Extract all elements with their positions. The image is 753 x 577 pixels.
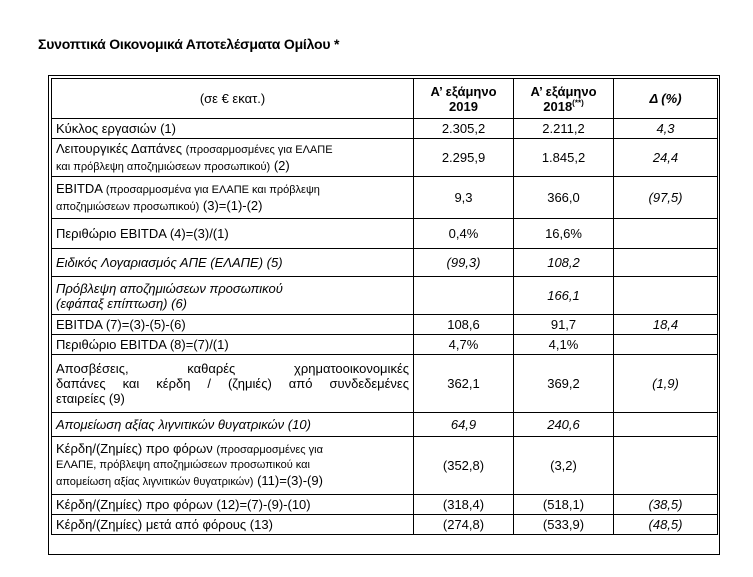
row-label-line3: εταιρείες (9) <box>56 391 125 406</box>
row-label-note: (προσαρμοσμένες για ΕΛΑΠΕ <box>185 143 333 156</box>
header-h1-2018 <box>514 79 614 119</box>
value-2019: 2.295,9 <box>414 139 514 177</box>
value-change <box>614 413 718 437</box>
value-2019: 2.305,2 <box>414 119 514 139</box>
table-row <box>52 335 718 355</box>
value-change <box>614 277 718 315</box>
table-header-row <box>52 79 718 119</box>
value-2019: 108,6 <box>414 315 514 335</box>
row-label-line1: Πρόβλεψη αποζημιώσεων προσωπικού <box>56 280 283 296</box>
value-2018: 1.845,2 <box>514 139 614 177</box>
financial-results-table <box>51 78 718 535</box>
value-2018: 108,2 <box>514 249 614 277</box>
value-2019: (352,8) <box>414 437 514 495</box>
row-label: Κύκλος εργασιών (1) <box>52 119 414 139</box>
row-label <box>52 177 414 219</box>
value-2018: 166,1 <box>514 277 614 315</box>
row-label-note: (προσαρμοσμένα για ΕΛΑΠΕ και πρόβλεψη <box>105 183 320 196</box>
row-label-main: EBITDA <box>56 180 103 196</box>
row-label-line2: δαπάνες και κέρδη / (ζημιές) από συνδεδεμένες <box>56 376 409 391</box>
header-footnote-mark: (**) <box>572 98 584 108</box>
value-2019 <box>414 277 514 315</box>
row-label-note-2: και πρόβλεψη αποζημιώσεων προσωπικού) <box>56 160 271 173</box>
row-label-line3: απομείωση αξίας λιγνιτικών θυγατρικών) <box>56 476 254 488</box>
unit-header: (σε € εκατ.) <box>52 79 414 119</box>
value-change <box>614 219 718 249</box>
row-label-line2: (εφάπαξ επίπτωση) (6) <box>56 295 188 311</box>
header-h1-2019-line1: Α’ εξάμηνο <box>430 83 497 99</box>
row-label-main: Κέρδη/(Ζημίες) προ φόρων <box>56 441 213 456</box>
value-2019: 362,1 <box>414 355 514 413</box>
row-label-note-2: αποζημιώσεων προσωπικού) <box>56 200 200 213</box>
row-label-main: Λειτουργικές Δαπάνες <box>56 140 182 156</box>
table-row <box>52 315 718 335</box>
row-label: Περιθώριο EBITDA (8)=(7)/(1) <box>52 335 414 355</box>
value-2019: 9,3 <box>414 177 514 219</box>
row-label-line2: ΕΛΑΠΕ, πρόβλεψη αποζημιώσεων προσωπικού και <box>56 459 310 471</box>
value-change <box>614 437 718 495</box>
value-2019: (318,4) <box>414 495 514 515</box>
row-label <box>52 277 414 315</box>
header-change-pct: Δ (%) <box>614 79 718 119</box>
value-2018: (3,2) <box>514 437 614 495</box>
value-change: 24,4 <box>614 139 718 177</box>
value-change <box>614 335 718 355</box>
table-row <box>52 413 718 437</box>
value-2019: 64,9 <box>414 413 514 437</box>
row-label <box>52 355 414 413</box>
value-2019: (99,3) <box>414 249 514 277</box>
value-2018: 366,0 <box>514 177 614 219</box>
value-change: (1,9) <box>614 355 718 413</box>
value-2018: 16,6% <box>514 219 614 249</box>
value-2018: 240,6 <box>514 413 614 437</box>
row-label: Περιθώριο EBITDA (4)=(3)/(1) <box>52 219 414 249</box>
table-row <box>52 495 718 515</box>
value-change: (48,5) <box>614 515 718 535</box>
row-label-line1: Αποσβέσεις, καθαρές χρηματοοικονομικές <box>56 361 409 376</box>
value-2018: (518,1) <box>514 495 614 515</box>
row-label: Κέρδη/(Ζημίες) μετά από φόρους (13) <box>52 515 414 535</box>
table-row <box>52 355 718 413</box>
value-change: (97,5) <box>614 177 718 219</box>
header-h1-2018-line1: Α’ εξάμηνο <box>530 83 597 99</box>
table-row <box>52 249 718 277</box>
value-change: (38,5) <box>614 495 718 515</box>
row-label: Κέρδη/(Ζημίες) προ φόρων (12)=(7)-(9)-(10) <box>52 495 414 515</box>
value-2018: 2.211,2 <box>514 119 614 139</box>
value-change: 4,3 <box>614 119 718 139</box>
row-label: Ειδικός Λογαριασμός ΑΠΕ (ΕΛΑΠΕ) (5) <box>52 249 414 277</box>
value-change <box>614 249 718 277</box>
table-row <box>52 119 718 139</box>
table-row <box>52 139 718 177</box>
value-2018: 4,1% <box>514 335 614 355</box>
row-label <box>52 139 414 177</box>
value-change: 18,4 <box>614 315 718 335</box>
value-2018: 369,2 <box>514 355 614 413</box>
header-h1-2018-line2: 2018 <box>543 98 573 114</box>
table-row <box>52 437 718 495</box>
value-2019: (274,8) <box>414 515 514 535</box>
row-label-ref: (11)=(3)-(9) <box>257 473 323 488</box>
page-title: Συνοπτικά Οικονομικά Αποτελέσματα Ομίλου * <box>38 36 340 52</box>
header-h1-2019 <box>414 79 514 119</box>
row-label-note: (προσαρμοσμένες για <box>216 444 323 456</box>
row-label: EBITDA (7)=(3)-(5)-(6) <box>52 315 414 335</box>
table-row <box>52 277 718 315</box>
value-2019: 4,7% <box>414 335 514 355</box>
value-2019: 0,4% <box>414 219 514 249</box>
value-2018: 91,7 <box>514 315 614 335</box>
table-row <box>52 177 718 219</box>
row-label: Απομείωση αξίας λιγνιτικών θυγατρικών (10) <box>52 413 414 437</box>
value-2018: (533,9) <box>514 515 614 535</box>
table-row <box>52 219 718 249</box>
table-row <box>52 515 718 535</box>
row-label-ref: (2) <box>273 157 290 173</box>
row-label-ref: (3)=(1)-(2) <box>202 197 263 213</box>
header-h1-2019-line2: 2019 <box>449 98 478 114</box>
row-label <box>52 437 414 495</box>
